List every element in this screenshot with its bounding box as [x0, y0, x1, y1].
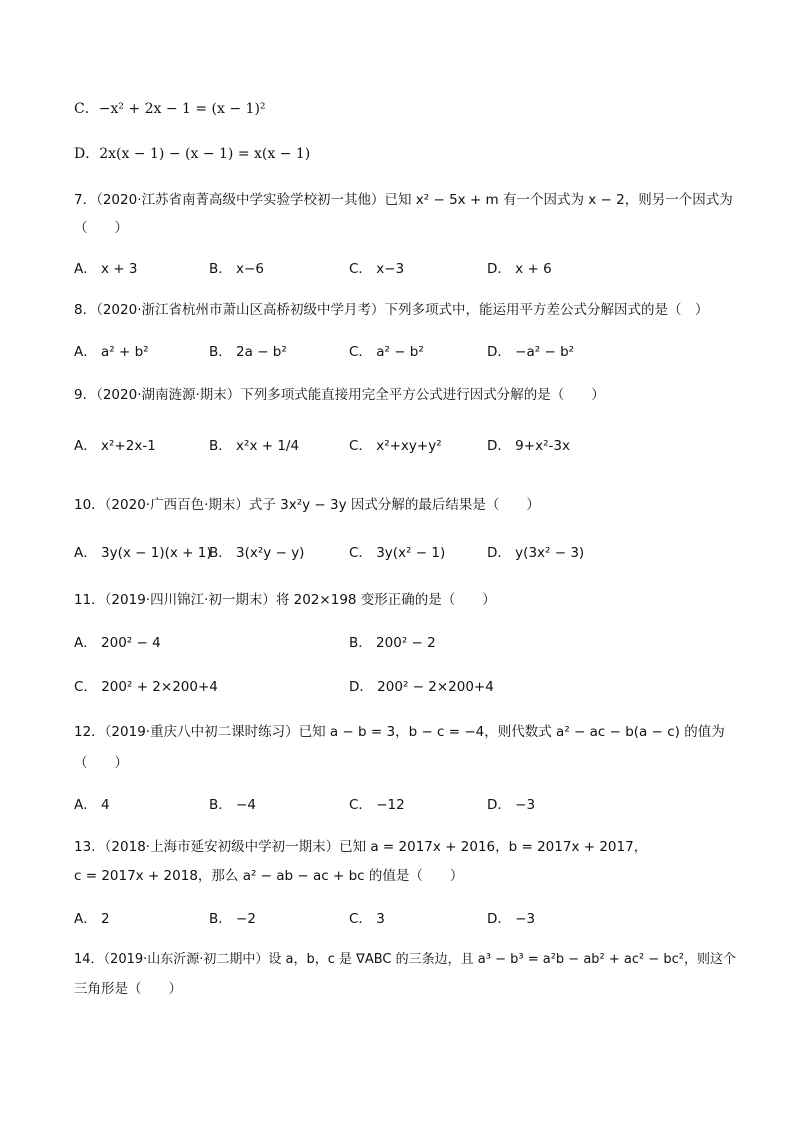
question-13-option-b: B． −2: [209, 911, 256, 927]
question-7-stem: 7．（2020·江苏省南菁高级中学实验学校初一其他）已知 x² − 5x + m 有一个因式为 x − 2，则另一个因式为: [74, 192, 733, 208]
question-9-option-b: B． x²x + 1/4: [209, 438, 300, 454]
question-12-option-a: A． 4: [74, 797, 110, 813]
question-11-option-b: B． 200² − 2: [349, 635, 436, 651]
question-13-stem-cont: c = 2017x + 2018，那么 a² − ab − ac + bc 的值是（ ）: [74, 868, 464, 884]
question-9-option-c: C． x²+xy+y²: [349, 438, 442, 454]
question-13-option-d: D． −3: [487, 911, 536, 927]
question-14-stem: 14．（2019·山东沂源·初二期中）设 a，b，c 是 ∇ABC 的三条边，且 a³ − b³ = a²b − ab² + ac² − bc²，则这个: [74, 952, 736, 967]
question-9-stem: 9．（2020·湖南涟源·期末）下列多项式能直接用完全平方公式进行因式分解的是（ ）: [74, 387, 605, 403]
question-8-option-a: A． a² + b²: [74, 344, 149, 360]
question-12-stem-cont: （ ）: [74, 755, 128, 771]
question-10-stem: 10．（2020·广西百色·期末）式子 3x²y − 3y 因式分解的最后结果是（ ）: [74, 497, 540, 513]
question-7-stem-cont: （ ）: [74, 220, 128, 236]
question-9-option-d: D． 9+x²-3x: [487, 438, 570, 454]
question-13-stem: 13．（2018·上海市延安初级中学初一期末）已知 a = 2017x + 2016，b = 2017x + 2017，: [74, 839, 648, 855]
question-8-stem: 8．（2020·浙江省杭州市萧山区高桥初级中学月考）下列多项式中，能运用平方差公式分解因式的是（ ）: [74, 302, 709, 318]
question-11-stem: 11．（2019·四川锦江·初一期末）将 202×198 变形正确的是（ ）: [74, 592, 496, 608]
question-11-option-d: D． 200² − 2×200+4: [349, 679, 494, 695]
question-10-option-a: A． 3y(x − 1)(x + 1): [74, 545, 212, 561]
question-8-option-c: C． a² − b²: [349, 344, 424, 360]
question-13-option-a: A． 2: [74, 911, 110, 927]
question-8-option-b: B． 2a − b²: [209, 344, 287, 360]
question-10-option-c: C． 3y(x² − 1): [349, 545, 446, 561]
question-13-option-c: C． 3: [349, 911, 385, 927]
question-9-option-a: A． x²+2x-1: [74, 438, 156, 454]
question-7-option-d: D． x + 6: [487, 261, 552, 277]
question-12-stem: 12．（2019·重庆八中初二课时练习）已知 a − b = 3，b − c = −4，则代数式 a² − ac − b(a − c) 的值为: [74, 724, 725, 740]
question-7-option-c: C． x−3: [349, 261, 405, 277]
question-12-option-c: C． −12: [349, 797, 405, 813]
question-10-option-b: B． 3(x²y − y): [209, 545, 305, 561]
question-8-option-d: D． −a² − b²: [487, 344, 575, 360]
option-c-prev: C．−x² + 2x − 1 = (x − 1)²: [74, 101, 266, 117]
question-14-stem-cont: 三角形是（ ）: [74, 981, 182, 997]
question-7-option-b: B． x−6: [209, 261, 264, 277]
question-11-option-c: C． 200² + 2×200+4: [74, 679, 218, 695]
option-d-prev: D．2x(x − 1) − (x − 1) = x(x − 1): [74, 146, 311, 162]
question-7-option-a: A． x + 3: [74, 261, 138, 277]
question-12-option-b: B． −4: [209, 797, 256, 813]
question-11-option-a: A． 200² − 4: [74, 635, 161, 651]
question-12-option-d: D． −3: [487, 797, 536, 813]
question-10-option-d: D． y(3x² − 3): [487, 545, 585, 561]
